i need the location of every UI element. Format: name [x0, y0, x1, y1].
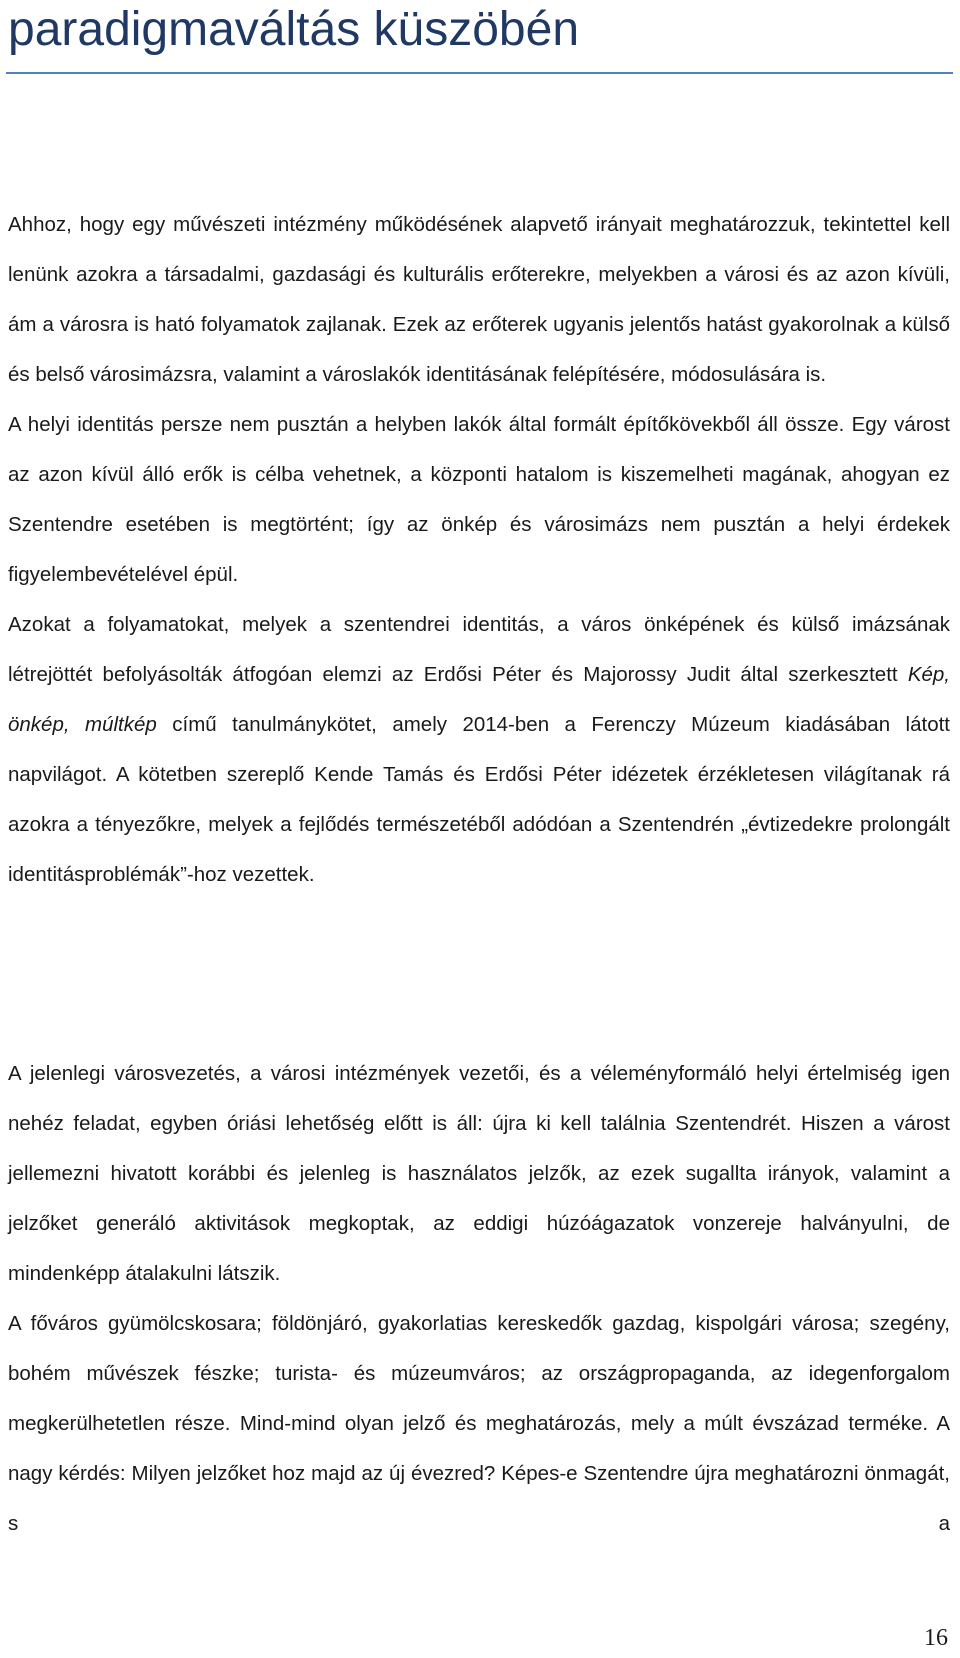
paragraph-3	[8, 600, 950, 900]
paragraph-2: A helyi identitás persze nem pusztán a helyben lakók által formált építőkövekből áll össze. Egy várost az azon kívül álló erők is célba vehetnek, a központi hatalom is kiszemelheti magának, ahogyan ez Szentendre esetében is megtörtént; így az önkép és városimázs nem pusztán a helyi érdekek figyelembevételével épül.	[8, 413, 950, 586]
section-2	[8, 1049, 950, 1549]
paragraph-5: A főváros gyümölcskosara; földönjáró, gyakorlatias kereskedők gazdag, kispolgári városa; szegény, bohém művészek fészke; turista- és múzeumváros; az országpropaganda, az idegenforgalom megkerülhetetlen része. Mind-mind olyan jelző és meghatározás, mely a múlt évszázad terméke. A nagy kérdés: Milyen jelzőket hoz majd az új évezred? Képes-e Szentendre újra meghatározni önmagát, s a	[8, 1312, 950, 1535]
title-rule	[6, 72, 953, 74]
book-title: Kép, önkép, múltkép	[8, 663, 950, 736]
page-title: paradigmaváltás küszöbén	[8, 3, 580, 56]
page-number: 16	[924, 1625, 948, 1651]
section-1	[8, 200, 950, 900]
paragraph-3-text-before: Azokat a folyamatokat, melyek a szentendrei identitás, a város önképének és külső imázsának létrejöttét befolyásolták átfogóan elemzi az Erdősi Péter és Majorossy Judit által szerkesztett	[8, 613, 950, 686]
paragraph-1: Ahhoz, hogy egy művészeti intézmény működésének alapvető irányait meghatározzuk, tekintettel kell lenünk azokra a társadalmi, gazdasági és kulturális erőterekre, melyekben a városi és az azon kívüli, ám a városra is ható folyamatok zajlanak. Ezek az erőterek ugyanis jelentős hatást gyakorolnak a külső és belső városimázsra, valamint a városlakók identitásának felépítésére, módosulására is.	[8, 213, 950, 386]
paragraph-3-text-after: című tanulmánykötet, amely 2014-ben a Ferenczy Múzeum kiadásában látott napvilágot. A kötetben szereplő Kende Tamás és Erdősi Péter idézetek érzékletesen világítanak rá azokra a tényezőkre, melyek a fejlődés természetéből adódóan a Szentendrén „évtizedekre prolongált identitásproblémák”-hoz vezettek.	[8, 713, 950, 886]
paragraph-4: A jelenlegi városvezetés, a városi intézmények vezetői, és a véleményformáló helyi értelmiség igen nehéz feladat, egyben óriási lehetőség előtt is áll: újra ki kell találnia Szentendrét. Hiszen a várost jellemezni hivatott korábbi és jelenleg is használatos jelzők, az ezek sugallta irányok, valamint a jelzőket generáló aktivitások megkoptak, az eddigi húzóágazatok vonzereje halványulni, de mindenképp átalakulni látszik.	[8, 1062, 950, 1285]
